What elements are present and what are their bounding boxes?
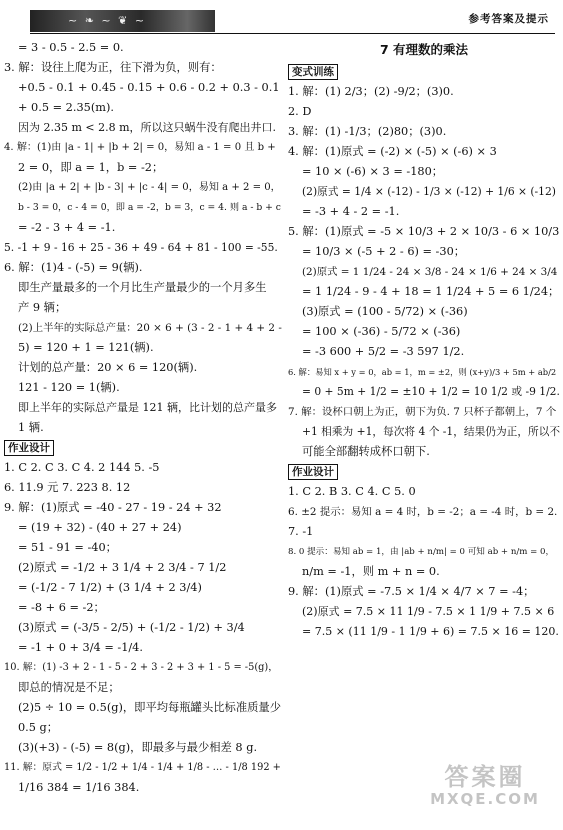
answer-line: = 7.5 × (11 1/9 - 1 1/9 + 6) = 7.5 × 16 = 120. [302, 625, 559, 638]
answer-line: = -8 + 6 = -2； [18, 601, 105, 614]
answer-line: = 3 - 0.5 - 2.5 = 0. [18, 41, 124, 54]
answer-line: 6. ±2 提示：易知 a = 4 时，b = -2；a = -4 时，b = 2. [288, 506, 558, 518]
answer-line: 即上半年的实际总产量是 121 辆，比计划的总产量多 [18, 401, 277, 414]
watermark-logo [415, 763, 555, 824]
section-label-homework: 作业设计 [4, 440, 54, 456]
answer-line: 5. 解：(1)原式 = -5 × 10/3 + 2 × 10/3 - 6 × 10/3 [288, 225, 560, 238]
left-column [4, 38, 282, 798]
answer-line: (2)上半年的实际总产量：20 × 6 + (3 - 2 - 1 + 4 + 2 - [18, 322, 282, 334]
answer-line: = (-1/2 - 7 1/2) + (3 1/4 + 2 3/4) [18, 581, 202, 594]
answer-line: n/m = -1，则 m + n = 0. [302, 565, 440, 578]
answer-line: 5. -1 + 9 - 16 + 25 - 36 + 49 - 64 + 81 - 100 = -55. [4, 241, 278, 254]
answer-line: 121 - 120 = 1(辆). [18, 381, 120, 394]
answer-line: 7. -1 [288, 525, 314, 538]
banner-ornament: ~ ❧ ~ ❦ ~ [68, 14, 147, 27]
answer-line: 因为 2.35 m < 2.8 m，所以这只蜗牛没有爬出井口. [18, 121, 277, 134]
answer-line: (3)(+3) - (-5) = 8(g)，即最多与最少相差 8 g. [18, 741, 258, 754]
header-rule [30, 33, 555, 34]
answer-line: 1 辆. [18, 421, 44, 434]
answer-line: = -3 + 4 - 2 = -1. [302, 205, 400, 218]
answer-line: 1/16 384 = 1/16 384. [18, 781, 140, 794]
answer-line: 3. 解：(1) -1/3；(2)80；(3)0. [288, 125, 447, 138]
section-label-row [288, 462, 560, 482]
answer-line: = 1 1/24 - 9 - 4 + 18 = 1 1/24 + 5 = 6 1/24； [302, 285, 560, 298]
answer-line: = -2 - 3 + 4 = -1. [18, 221, 116, 234]
page-header [0, 0, 563, 34]
right-column [288, 38, 560, 642]
watermark-text: 答案圈 [444, 763, 526, 791]
answer-line: (3)原式 = (100 - 5/72) × (-36) [302, 305, 468, 318]
answer-line: b - 3 = 0，c - 4 = 0，即 a = -2，b = 3，c = 4. 则 a - b + c [18, 202, 281, 213]
answer-line: 9. 解：(1)原式 = -7.5 × 1/4 × 4/7 × 7 = -4； [288, 585, 535, 598]
answer-line: 产 9 辆； [18, 301, 67, 314]
answer-line: = 100 × (-36) - 5/72 × (-36) [302, 325, 461, 338]
answer-line: = 51 - 91 = -40； [18, 541, 117, 554]
answer-line: 2. D [288, 105, 312, 118]
answer-line: 6. 解：(1)4 - (-5) = 9(辆). [4, 261, 143, 274]
answer-line: (2)原式 = -1/2 + 3 1/4 + 2 3/4 - 7 1/2 [18, 561, 227, 574]
answer-line: 1. C 2. B 3. C 4. C 5. 0 [288, 485, 416, 498]
section-label-practice: 变式训练 [288, 64, 338, 80]
answer-line: 4. 解：(1)由 |a - 1| + |b + 2| = 0，易知 a - 1 = 0 且 b + [4, 142, 276, 153]
answer-line: (2)原式 = 1 1/24 - 24 × 3/8 - 24 × 1/6 + 24 × 3/4 [302, 266, 558, 278]
answer-line: 8. 0 提示：易知 ab = 1，由 |ab + n/m| = 0 可知 ab + n/m = 0， [288, 547, 555, 557]
answer-line: 6. 11.9 元 7. 223 8. 12 [4, 481, 131, 494]
answer-line: 即总的情况是不足； [18, 681, 120, 694]
answer-line: 9. 解：(1)原式 = -40 - 27 - 19 - 24 + 32 [4, 501, 222, 514]
answer-line: 即生产量最多的一个月比生产量最少的一个月多生 [18, 281, 267, 294]
answer-line: = (19 + 32) - (40 + 27 + 24) [18, 521, 182, 534]
answer-line: 5) = 120 + 1 = 121(辆). [18, 341, 154, 354]
answer-line: = 10 × (-6) × 3 = -180； [302, 165, 444, 178]
answer-line: 计划的总产量：20 × 6 = 120(辆). [18, 361, 198, 374]
answer-line: = -3 600 + 5/2 = -3 597 1/2. [302, 345, 465, 358]
section-label-homework: 作业设计 [288, 464, 338, 480]
section-label-row [288, 62, 560, 82]
answer-line: (2)原式 = 1/4 × (-12) - 1/3 × (-12) + 1/6 × (-12) [302, 185, 556, 198]
answer-line: 可能全部翻转成杯口朝下. [302, 445, 430, 458]
answer-line: = 0 + 5m + 1/2 = ±10 + 1/2 = 10 1/2 或 -9 1/2. [302, 385, 560, 398]
section-title: 7 有理数的乘法 [379, 42, 469, 57]
answer-line: 7. 解：设杯口朝上为正，朝下为负. 7 只杯子都朝上，7 个 [288, 406, 557, 418]
answer-line: + 0.5 = 2.35(m). [18, 101, 114, 114]
answer-line: +0.5 - 0.1 + 0.45 - 0.15 + 0.6 - 0.2 + 0.3 - 0.1 [18, 81, 280, 94]
header-label: 参考答案及提示 [468, 13, 549, 25]
answer-line: +1 相乘为 +1，每次将 4 个 -1，结果仍为正，所以不 [302, 425, 561, 438]
answer-line: 6. 解：易知 x + y = 0，ab = 1，m = ±2，则 (x+y)/3 + 5m + ab/2 [288, 367, 557, 377]
answer-line: 2 = 0，即 a = 1，b = -2； [18, 161, 164, 174]
answer-line: (2)原式 = 7.5 × 11 1/9 - 7.5 × 1 1/9 + 7.5 × 6 [302, 605, 555, 618]
section-label-row [4, 438, 282, 458]
answer-line: 1. 解：(1) 2/3；(2) -9/2；(3)0. [288, 85, 454, 98]
answer-line: 11. 解：原式 = 1/2 - 1/2 + 1/4 - 1/4 + 1/8 - … - 1/8 192 + [4, 762, 281, 773]
answer-line: 4. 解：(1)原式 = (-2) × (-5) × (-6) × 3 [288, 145, 497, 158]
header-banner-image [30, 10, 215, 32]
answer-line: = -1 + 0 + 3/4 = -1/4. [18, 641, 143, 654]
answer-line: 0.5 g； [18, 721, 59, 734]
answer-line: (3)原式 = (-3/5 - 2/5) + (-1/2 - 1/2) + 3/4 [18, 621, 245, 634]
answer-line: 1. C 2. C 3. C 4. 2 144 5. -5 [4, 461, 160, 474]
watermark-url: MXQE.COM [430, 790, 540, 808]
answer-line: (2)5 ÷ 10 = 0.5(g)，即平均每瓶罐头比标准质量少 [18, 701, 282, 714]
answer-line: (2)由 |a + 2| + |b - 3| + |c - 4| = 0，易知 a + 2 = 0， [18, 182, 281, 193]
answer-line: 3. 解：设往上爬为正，往下滑为负，则有： [4, 61, 222, 74]
answer-line: 10. 解：(1) -3 + 2 - 1 - 5 - 2 + 3 - 2 + 3 + 1 - 5 = -5(g)， [4, 662, 279, 673]
answer-line: = 10/3 × (-5 + 2 - 6) = -30； [302, 245, 466, 258]
